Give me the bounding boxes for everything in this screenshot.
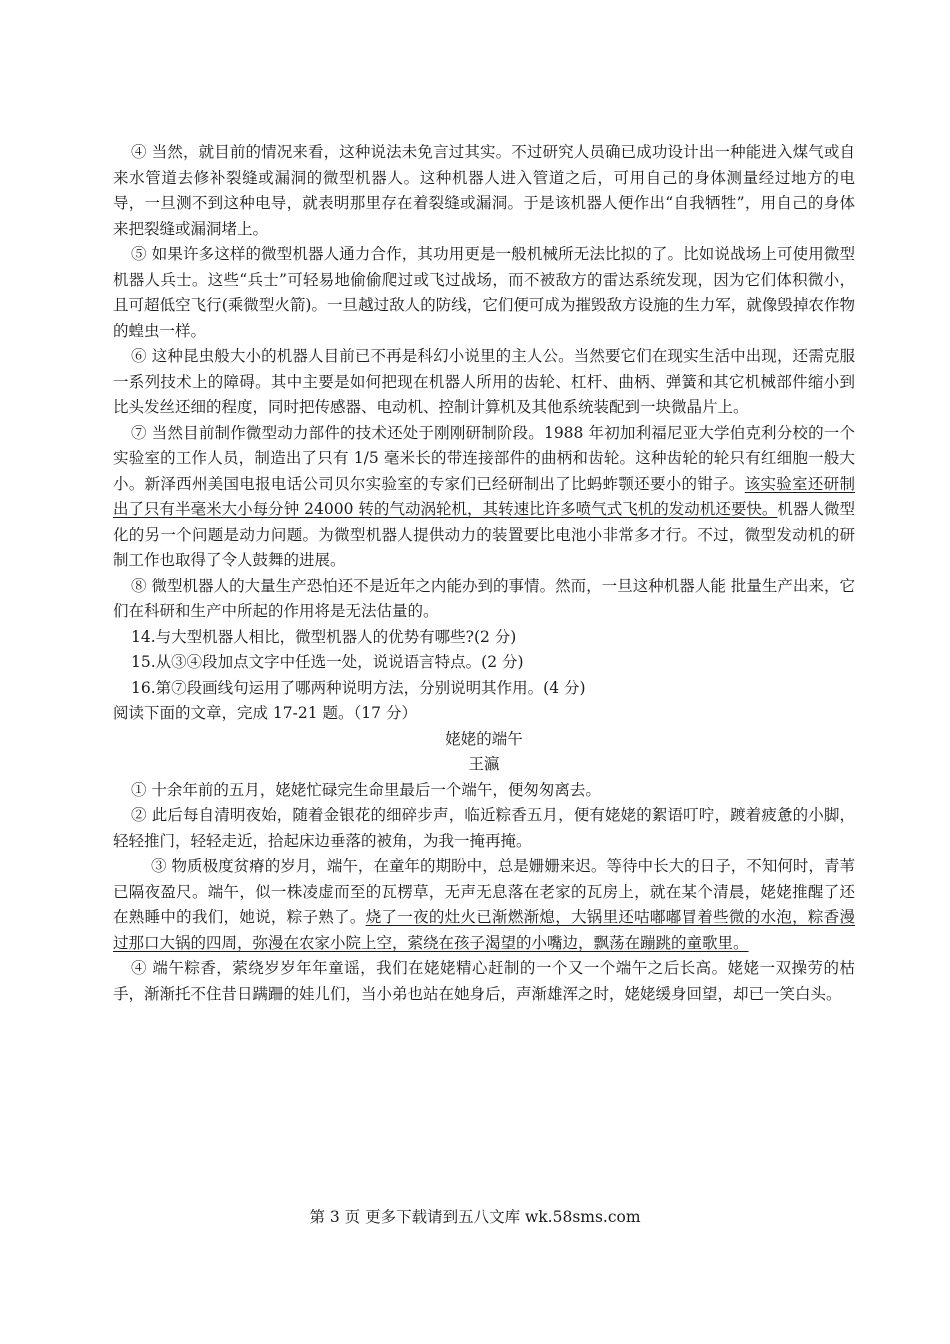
article-author: 王瀛	[468, 755, 500, 773]
passage2-paragraph-1: ① 十余年前的五月，姥姥忙碌完生命里最后一个端午，便匆匆离去。	[131, 780, 601, 799]
paragraph-7-underlined-sentence: 该实验室还研制出了只有半毫米大小每分钟 24000 转的气动涡轮机，其转速比许多喷气式飞机的发动机还要快。	[113, 474, 855, 518]
passage1-paragraph-8: ⑧ 微型机器人的大量生产恐怕还不是近年之内能办到的事情。然而，一旦这种机器人能 批量生产出来，它们在科研和生产中所起的作用将是无法估量的。	[113, 576, 855, 620]
passage1-paragraph-4: ④ 当然，就目前的情况来看，这种说法未免言过其实。不过研究人员确已成功设计出一种能进入煤气或自来水管道去修补裂缝或漏洞的微型机器人。这种机器人进入管道之后，可用自己的身体测量经过地方的电导，一旦测不到这种电导，就表明那里存在着裂缝或漏洞。于是该机器人便作出“自我牺牲”，用自己的身体来把裂缝或漏洞堵上。	[113, 143, 855, 238]
paragraph-3-text-before: ③ 物质极度贫瘠的岁月，端午，在童年的期盼中，总是姗姗来迟。等待中长大的日子，不知何时，青苇已隔夜盈尺。端午，似一株凌虚而至的瓦楞草，无声无息落在老家的瓦房上，就在某个清晨，姥姥推醒了还在熟睡中的我们，她说，粽子熟了。	[113, 857, 855, 926]
reading-instruction: 阅读下面的文章，完成 17-21 题。（17 分）	[113, 704, 417, 722]
article-title: 姥姥的端午	[445, 729, 523, 748]
paragraph-7-text-after: 机器人微型化的另一个问题是动力问题。为微型机器人提供动力的装置要比电池小非常多才行。不过，微型发动机的研制工作也取得了令人鼓舞的进展。	[113, 500, 855, 569]
passage1-paragraph-6: ⑥ 这种昆虫般大小的机器人目前已不再是科幻小说里的主人公。当然要它们在现实生活中出现，还需克服一系列技术上的障碍。其中主要是如何把现在机器人所用的齿轮、杠杆、曲柄、弹簧和其它机械部件缩小到比头发丝还细的程度，同时把传感器、电动机、控制计算机及其他系统装配到一块微晶片上。	[113, 347, 855, 416]
passage2-paragraph-2: ② 此后每自清明夜始，随着金银花的细碎步声，临近粽香五月，便有姥姥的絮语叮咛，踱着疲惫的小脚，轻轻推门，轻轻走近，拾起床边垂落的被角，为我一掩再掩。	[113, 806, 855, 850]
question-16: 16.第⑦段画线句运用了哪两种说明方法，分别说明其作用。(4 分)	[131, 678, 586, 697]
document-body	[113, 140, 855, 1007]
question-14: 14.与大型机器人相比，微型机器人的优势有哪些?(2 分)	[131, 627, 517, 646]
passage1-paragraph-7	[113, 421, 855, 574]
passage1-paragraph-5: ⑤ 如果许多这样的微型机器人通力合作，其功用更是一般机械所无法比拟的了。比如说战场上可使用微型机器人兵士。这些“兵士”可轻易地偷偷爬过或飞过战场，而不被敌方的雷达系统发现，因为它们体积微小，且可超低空飞行(乘微型火箭)。一旦越过敌人的防线，它们便可成为摧毁敌方设施的生力军，就像毁掉农作物的蝗虫一样。	[113, 245, 855, 340]
question-15: 15.从③④段加点文字中任选一处，说说语言特点。(2 分)	[131, 653, 524, 671]
page-footer: 第 3 页 更多下载请到五八文库 wk.58sms.com	[309, 1208, 641, 1226]
passage2-paragraph-3	[113, 854, 855, 956]
paragraph-3-underlined-sentence: 烧了一夜的灶火已渐燃渐熄，大锅里还咕嘟嘟冒着些微的水泡，粽香漫过那口大锅的四周，弥漫在农家小院上空，萦绕在孩子渴望的小嘴边，飘荡在蹦跳的童歌里。	[113, 908, 855, 952]
paragraph-7-text-before: ⑦ 当然目前制作微型动力部件的技术还处于刚刚研制阶段。1988 年初加利福尼亚大学伯克利分校的一个实验室的工作人员，制造出了只有 1/5 毫米长的带连接部件的曲柄和齿轮。这种齿轮的轮只有红细胞一般大小。新泽西州美国电报电话公司贝尔实验室的专家们已经研制出了比蚂蚱颚还要小的钳子。	[113, 423, 855, 493]
passage2-paragraph-4: ④ 端午粽香，萦绕岁岁年年童谣，我们在姥姥精心赶制的一个又一个端午之后长高。姥姥一双操劳的枯手，渐渐托不住昔日蹒跚的娃儿们，当小弟也站在她身后，声渐雄浑之时，姥姥缓身回望，却已一笑白头。	[113, 959, 855, 1003]
